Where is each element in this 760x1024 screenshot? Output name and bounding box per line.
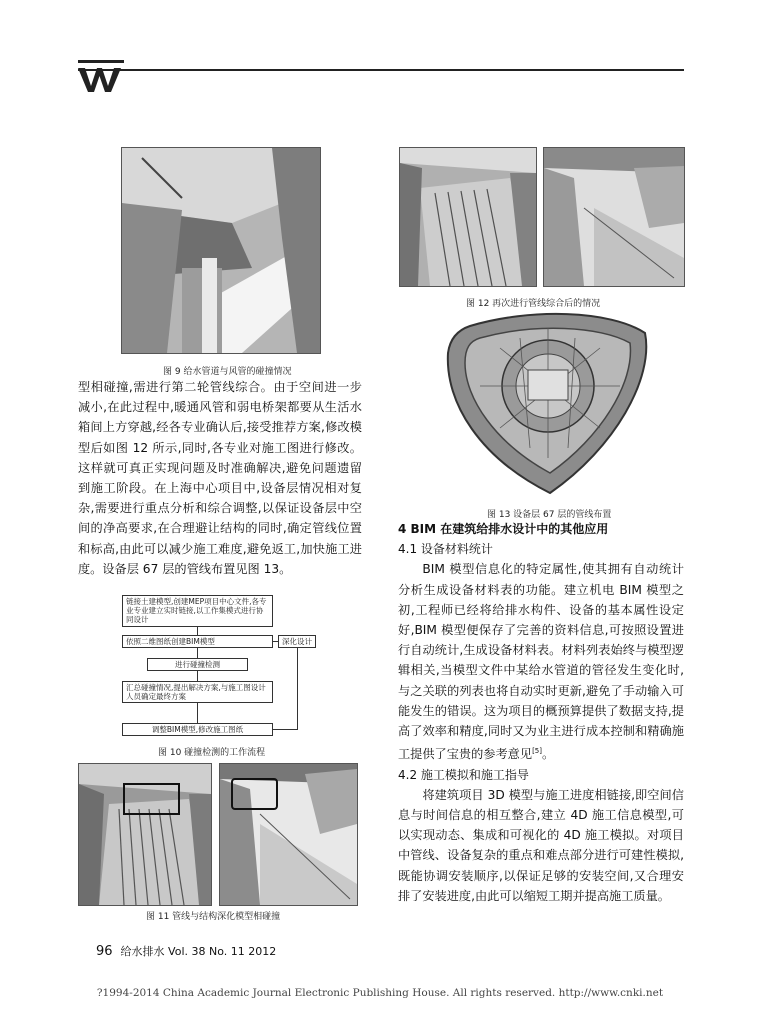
figure-10-caption: 图 10 碰撞检测的工作流程 [158, 748, 266, 758]
figure-9-caption: 图 9 给水管道与风管的碰撞情况 [163, 367, 292, 377]
figure-11-caption: 图 11 管线与结构深化模型相碰撞 [146, 912, 281, 922]
section-4-1-title: 4.1 设备材料统计 [398, 542, 493, 557]
flow-arrow [197, 648, 198, 658]
flow-arrow [197, 627, 198, 635]
flow-loop-line [273, 641, 278, 642]
flow-step-4: 汇总碰撞情况,提出解决方案,与施工图设计人员确定最终方案 [122, 681, 273, 703]
left-column-paragraph [78, 377, 362, 579]
flow-arrow [197, 671, 198, 681]
figure-10-flowchart [122, 595, 318, 740]
flow-step-5: 调整BIM模型,修改施工图纸 [122, 723, 273, 736]
reference-5[interactable]: [5] [532, 747, 542, 756]
figure-13-image [440, 308, 654, 496]
section-4-2-text: 将建筑项目 3D 模型与施工进度相链接,即空间信息与时间信息的相互整合,建立 4D 施工信息模型,可以实现动态、集成和可视化的 4D 施工模拟。对项目中管线、设备复杂的重点和难点部分进行可建性模拟,既能协调安装顺序,以保证足够的安装空间,又合理安排了安装进度,由此可以缩短工期并提高施工质量。 [398, 787, 684, 903]
left-paragraph-text: 型相碰撞,需进行第二轮管线综合。由于空间进一步减小,在此过程中,暖通风管和弱电桥架都要从生活水箱间上方穿越,经各专业确认后,接受推荐方案,修改模型后如图 12 所示,同时,各专业对施工图进行修改。这样就可真正实现问题及时准确解决,避免问题遗留到施工阶段。在上海中心项目中,设备层情况相对复杂,需要进行重点分析和综合调整,以保证设备层中空间的净高要求,在合理避让结构的同时,确定管线位置和标高,由此可以减少施工难度,避免返工,加快施工进度。设备层 67 层的管线布置见图 13。 [78, 380, 362, 576]
section-4-2-title: 4.2 施工模拟和施工指导 [398, 767, 529, 782]
figure-11-image-left [78, 763, 212, 906]
figure-13-caption: 图 13 设备层 67 层的管线布置 [487, 510, 612, 520]
header-rule [78, 69, 684, 71]
right-column [398, 519, 684, 906]
flow-arrow [197, 703, 198, 723]
figure-9-image [121, 147, 321, 354]
page-footer [96, 943, 276, 959]
figure-12-caption: 图 12 再次进行管线综合后的情况 [466, 299, 601, 309]
section-4-1-end: 。 [541, 747, 555, 762]
copyright-line: ?1994-2014 China Academic Journal Electronic Publishing House. All rights reserved. http://www.cnki.net [96, 987, 664, 999]
journal-info: 给水排水 Vol. 38 No. 11 2012 [120, 945, 277, 958]
section-4-1-text [398, 559, 684, 764]
figure-12-image-right [543, 147, 685, 287]
flow-step-3: 进行碰撞检测 [147, 658, 248, 671]
page-number: 96 [96, 944, 113, 959]
figure-11-image-right [219, 763, 358, 906]
figure-12-image-left [399, 147, 537, 287]
flow-side-label: 深化设计 [278, 635, 316, 648]
flow-loop-line [273, 729, 298, 730]
section-4-title: 4 BIM 在建筑给排水设计中的其他应用 [398, 522, 609, 536]
flow-step-1: 链接土建模型,创建MEP项目中心文件,各专业专业建立实时链接,以工作集模式进行协同设计 [122, 595, 273, 627]
journal-logo-icon [78, 58, 126, 92]
section-4-1-body: BIM 模型信息化的特定属性,使其拥有自动统计分析生成设备材料表的功能。建立机电 BIM 模型之初,工程师已经将给排水构件、设备的基本属性设定好,BIM 模型便保存了完善的资料信息,可按照设置进行自动统计,生成设备材料表。材料列表始终与模型逻辑相关,当模型文件中某给水管道的管径发生变化时,与之关联的列表也将自动实时更新,避免了手动输入可能发生的错误。这为项目的概预算提供了数据支持,提高了效率和精度,同时又为业主进行成本控制和精确施工提供了宝贵的参考意见 [398, 562, 684, 762]
flow-step-2: 依照二维图纸创建BIM模型 [122, 635, 273, 648]
flow-loop-line [297, 648, 298, 729]
